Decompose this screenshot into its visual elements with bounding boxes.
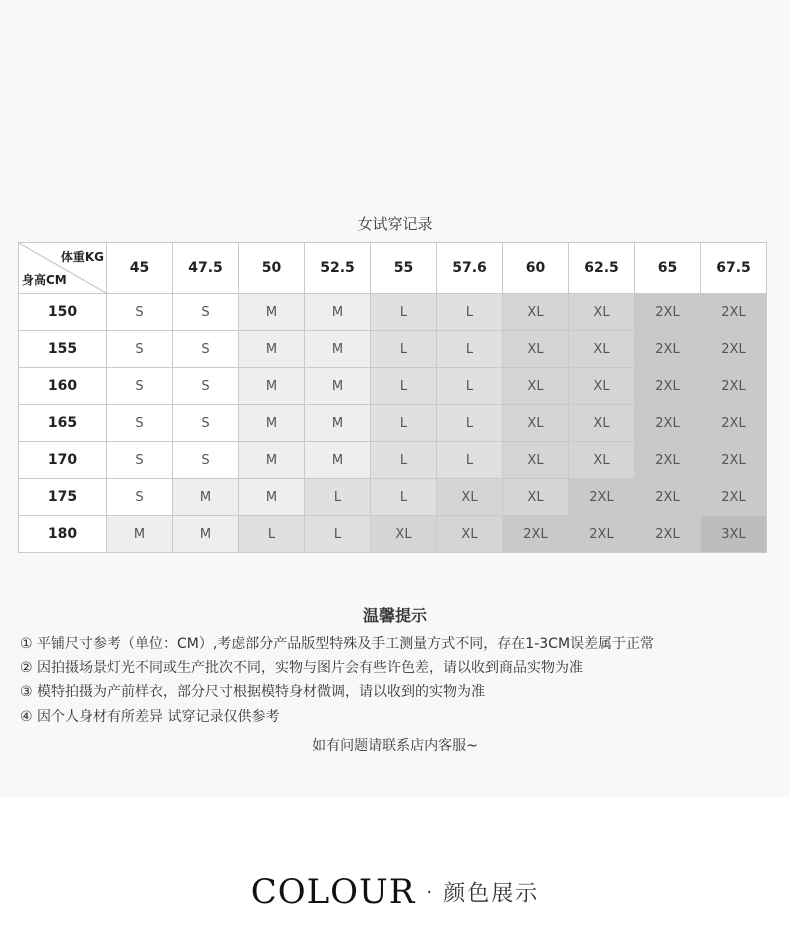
size-cell: L [437, 405, 503, 442]
table-row [19, 294, 767, 331]
size-cell: L [371, 294, 437, 331]
size-cell: S [173, 405, 239, 442]
size-cell: M [107, 516, 173, 553]
size-cell: S [107, 442, 173, 479]
height-axis-label: 身高CM [22, 273, 67, 287]
size-cell: L [437, 442, 503, 479]
size-cell: 2XL [701, 294, 767, 331]
table-row [19, 516, 767, 553]
size-cell: 2XL [701, 368, 767, 405]
size-cell: 2XL [569, 516, 635, 553]
size-cell: 2XL [635, 516, 701, 553]
size-cell: L [371, 442, 437, 479]
height-cell: 170 [19, 442, 107, 479]
size-cell: 2XL [635, 442, 701, 479]
size-cell: XL [503, 442, 569, 479]
contact-note: 如有问题请联系店内客服~ [312, 738, 478, 754]
table-row [19, 442, 767, 479]
size-cell: M [305, 368, 371, 405]
colour-heading-chinese: 颜色展示 [443, 881, 540, 907]
size-cell: S [107, 331, 173, 368]
size-cell: M [305, 442, 371, 479]
height-cell: 165 [19, 405, 107, 442]
size-cell: XL [569, 368, 635, 405]
size-cell: S [173, 368, 239, 405]
size-cell: M [173, 516, 239, 553]
weight-header-cell: 50 [239, 243, 305, 294]
size-cell: S [173, 442, 239, 479]
tip-item: ① 平铺尺寸参考（单位：CM）,考虑部分产品版型特殊及手工测量方式不同，存在1-3CM误差属于正常 [20, 636, 655, 652]
size-cell: M [305, 405, 371, 442]
size-cell: M [305, 294, 371, 331]
weight-header-cell: 47.5 [173, 243, 239, 294]
size-cell: 3XL [701, 516, 767, 553]
size-cell: 2XL [635, 405, 701, 442]
size-cell: M [305, 331, 371, 368]
height-cell: 180 [19, 516, 107, 553]
size-cell: XL [503, 405, 569, 442]
size-cell: 2XL [635, 294, 701, 331]
table-body [19, 294, 767, 553]
tips-heading: 温馨提示 [362, 606, 427, 625]
size-cell: L [371, 368, 437, 405]
colour-heading-english: COLOUR [250, 872, 416, 912]
size-cell: 2XL [701, 442, 767, 479]
weight-header-cell: 55 [371, 243, 437, 294]
size-cell: M [239, 331, 305, 368]
weight-header-cell: 57.6 [437, 243, 503, 294]
size-cell: L [437, 294, 503, 331]
size-cell: S [173, 294, 239, 331]
weight-header-cell: 62.5 [569, 243, 635, 294]
size-cell: M [239, 442, 305, 479]
size-table [18, 242, 767, 553]
height-cell: 155 [19, 331, 107, 368]
size-cell: 2XL [635, 368, 701, 405]
tip-item: ② 因拍摄场景灯光不同或生产批次不同，实物与图片会有些许色差，请以收到商品实物为准 [20, 660, 583, 676]
size-cell: S [107, 405, 173, 442]
table-title: 女试穿记录 [357, 215, 433, 233]
weight-header-cell: 52.5 [305, 243, 371, 294]
weight-header-cell: 65 [635, 243, 701, 294]
size-cell: M [239, 368, 305, 405]
size-cell: XL [569, 442, 635, 479]
height-cell: 160 [19, 368, 107, 405]
size-cell: XL [503, 368, 569, 405]
table-row [19, 331, 767, 368]
weight-axis-label: 体重KG [60, 250, 104, 264]
size-cell: XL [503, 294, 569, 331]
header-row [19, 243, 767, 294]
height-cell: 175 [19, 479, 107, 516]
size-cell: XL [503, 479, 569, 516]
weight-header-cell: 45 [107, 243, 173, 294]
size-cell: L [437, 331, 503, 368]
size-cell: XL [569, 331, 635, 368]
size-cell: S [173, 331, 239, 368]
size-cell: L [239, 516, 305, 553]
tip-item: ④ 因个人身材有所差异 试穿记录仅供参考 [20, 709, 280, 725]
colour-heading-separator: · [426, 881, 433, 903]
corner-cell [19, 243, 107, 294]
size-cell: L [371, 479, 437, 516]
size-cell: XL [437, 516, 503, 553]
size-cell: M [239, 294, 305, 331]
weight-header-cell: 67.5 [701, 243, 767, 294]
table-row [19, 479, 767, 516]
colour-section-header [0, 872, 790, 912]
size-cell: XL [371, 516, 437, 553]
height-cell: 150 [19, 294, 107, 331]
size-cell: 2XL [701, 405, 767, 442]
size-cell: 2XL [701, 479, 767, 516]
size-cell: M [239, 405, 305, 442]
size-cell: L [305, 516, 371, 553]
size-cell: 2XL [635, 479, 701, 516]
weight-header-cell: 60 [503, 243, 569, 294]
size-cell: XL [437, 479, 503, 516]
size-cell: 2XL [635, 331, 701, 368]
size-cell: L [371, 331, 437, 368]
size-cell: 2XL [701, 331, 767, 368]
size-cell: M [173, 479, 239, 516]
size-cell: 2XL [503, 516, 569, 553]
size-cell: S [107, 368, 173, 405]
size-cell: XL [569, 405, 635, 442]
size-cell: XL [569, 294, 635, 331]
size-cell: S [107, 294, 173, 331]
size-cell: S [107, 479, 173, 516]
size-cell: 2XL [569, 479, 635, 516]
size-cell: L [371, 405, 437, 442]
size-cell: L [305, 479, 371, 516]
size-cell: XL [503, 331, 569, 368]
table-row [19, 405, 767, 442]
tip-item: ③ 模特拍摄为产前样衣，部分尺寸根据模特身材微调，请以收到的实物为准 [20, 684, 485, 700]
table-row [19, 368, 767, 405]
size-cell: M [239, 479, 305, 516]
size-cell: L [437, 368, 503, 405]
